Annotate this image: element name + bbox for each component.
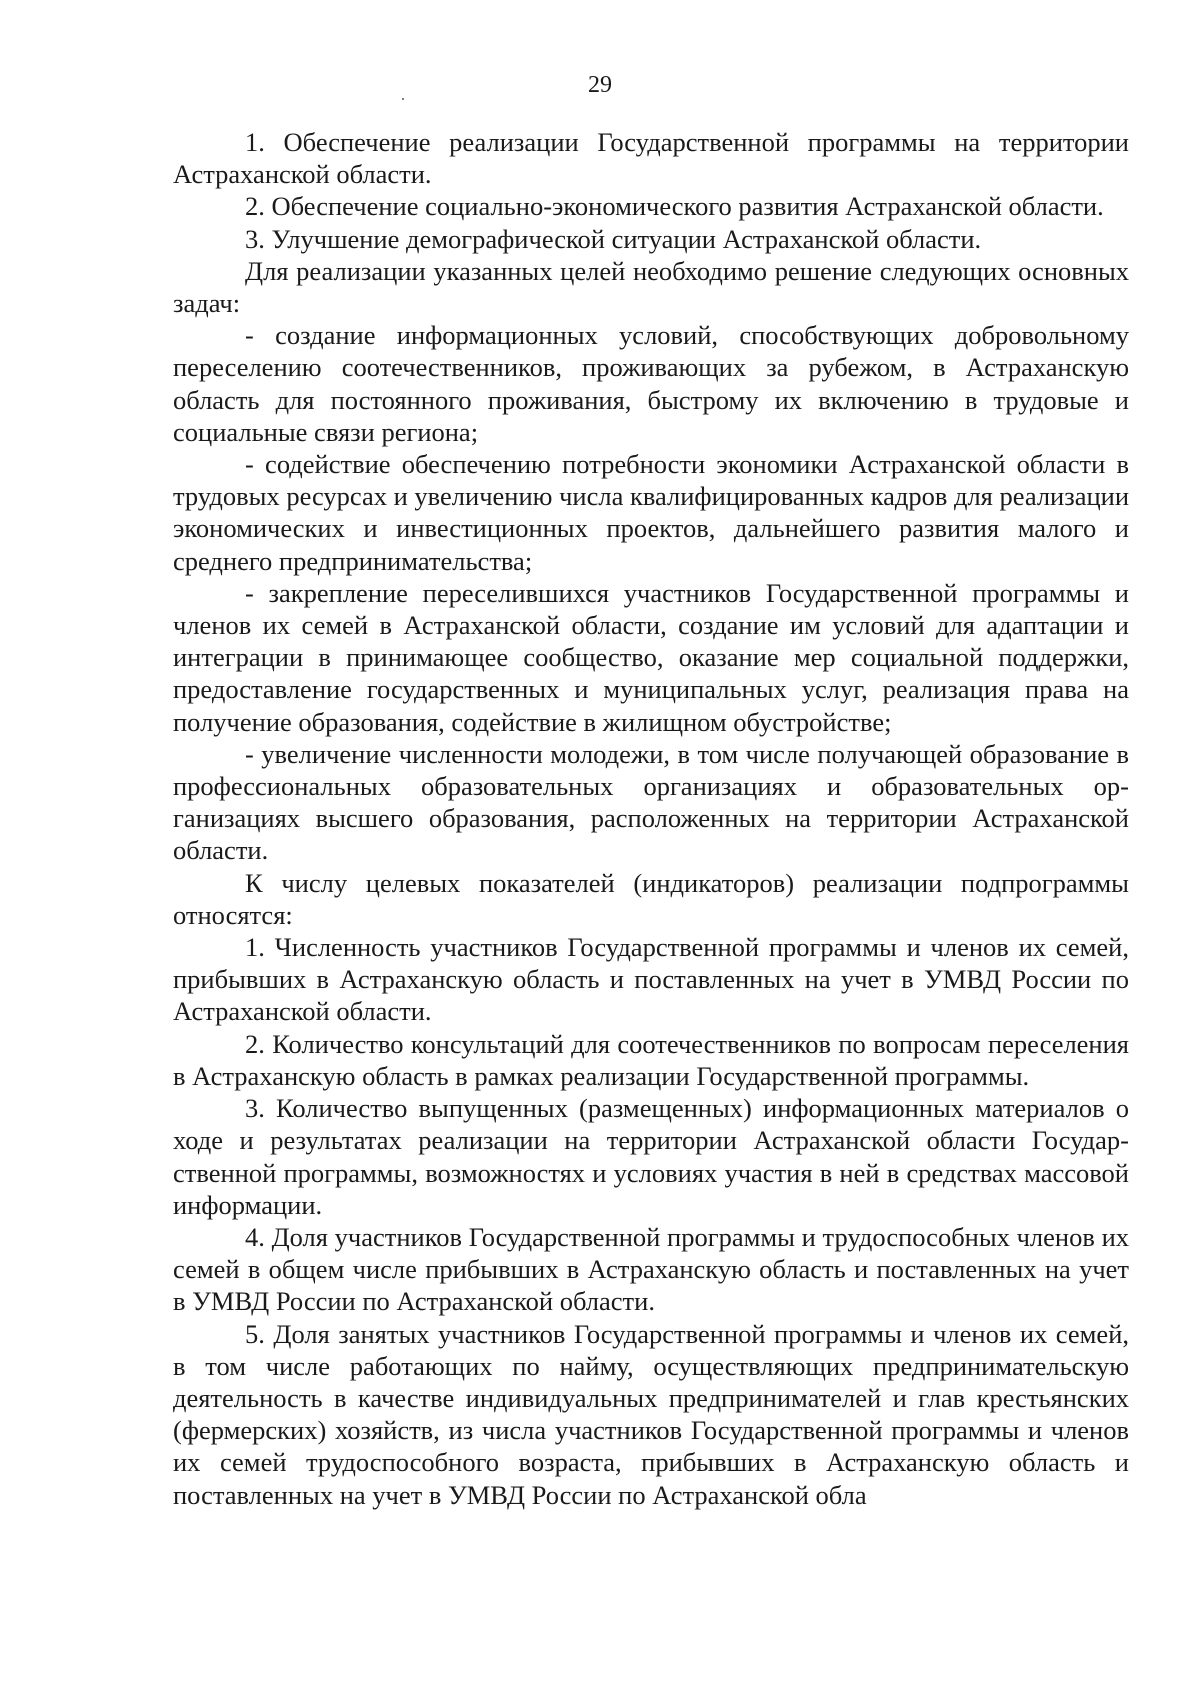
paragraph-indicator-1: 1. Численность участников Государственной программы и членов их семей, прибывших в Астраханскую область и поставленных на учет в УМВД России по Астраханской области. <box>173 932 1129 1027</box>
page-number: 29 <box>588 72 612 98</box>
paragraph-goal-3: 3. Улучшение демографической ситуации Астраханской области. <box>245 223 982 254</box>
scan-speck <box>402 98 404 100</box>
paragraph-indicators-intro: К числу целевых показателей (индикаторов) реализации подпрограммы относятся: <box>173 867 1129 930</box>
paragraph-indicator-4: 4. Доля участников Государственной программы и трудоспособных членов их семей в общем числе прибывших в Астраханскую область и поставленных на учет в УМВД России по Астраханской области. <box>173 1221 1129 1317</box>
paragraph-goal-2: 2. Обеспечение социально-экономического развития Астраханской области. <box>245 191 1104 222</box>
paragraph-task-labor: - содействие обеспечению потребности экономики Астраханской области в трудовых ресурсах и увеличению числа квалифицированных кадров для реализации экономических и инвестиционных проектов, дальнейшего развития малого и среднего предпринимательства; <box>173 449 1129 576</box>
paragraph-goal-1: 1. Обеспечение реализации Государственной программы на территории Астраханской области. <box>173 127 1129 190</box>
paragraph-indicator-5: 5. Доля занятых участников Государственной программы и членов их семей, в том числе работающих по найму, осуществляющих предпринимательскую деятельность в качестве индивидуальных предпринимателей и глав крестьянских (фермерских) хозяйств, из числа участников Государственной программы и членов их семей трудоспособного возраста, прибывших в Астраханскую область и поставленных на учет в УМВД России по Астраханской обла <box>173 1318 1129 1510</box>
document-body <box>173 126 1129 1511</box>
paragraph-task-information: - создание информационных условий, способствующих добровольному переселению соотечественников, проживающих за рубежом, в Астраханскую область для постоянного проживания, быстрому их включению в трудовые и социальные связи региона; <box>173 320 1129 447</box>
paragraph-task-youth: - увеличение численности молодежи, в том числе получающей образование в профессиональных образовательных организациях и образовательных организациях высшего образования, расположенных на территории Астраханской области. <box>173 738 1129 866</box>
paragraph-indicator-2: 2. Количество консультаций для соотечественников по вопросам переселения в Астраханскую область в рамках реализации Государственной программы. <box>173 1028 1129 1091</box>
paragraph-indicator-3: 3. Количество выпущенных (размещенных) информационных материалов о ходе и результатах реализации на территории Астраханской области Государственной программы, возможностях и условиях участия в ней в средствах массовой информации. <box>173 1093 1129 1220</box>
paragraph-task-settlement: - закрепление переселившихся участников Государственной программы и членов их семей в Астраханской области, создание им условий для адаптации и интеграции в принимающее сообщество, оказание мер социальной поддержки, предоставление государственных и муниципальных услуг, реализация права на получение образования, содействие в жилищном обустройстве; <box>173 577 1129 737</box>
paragraph-tasks-intro: Для реализации указанных целей необходимо решение следующих основных задач: <box>173 255 1129 319</box>
